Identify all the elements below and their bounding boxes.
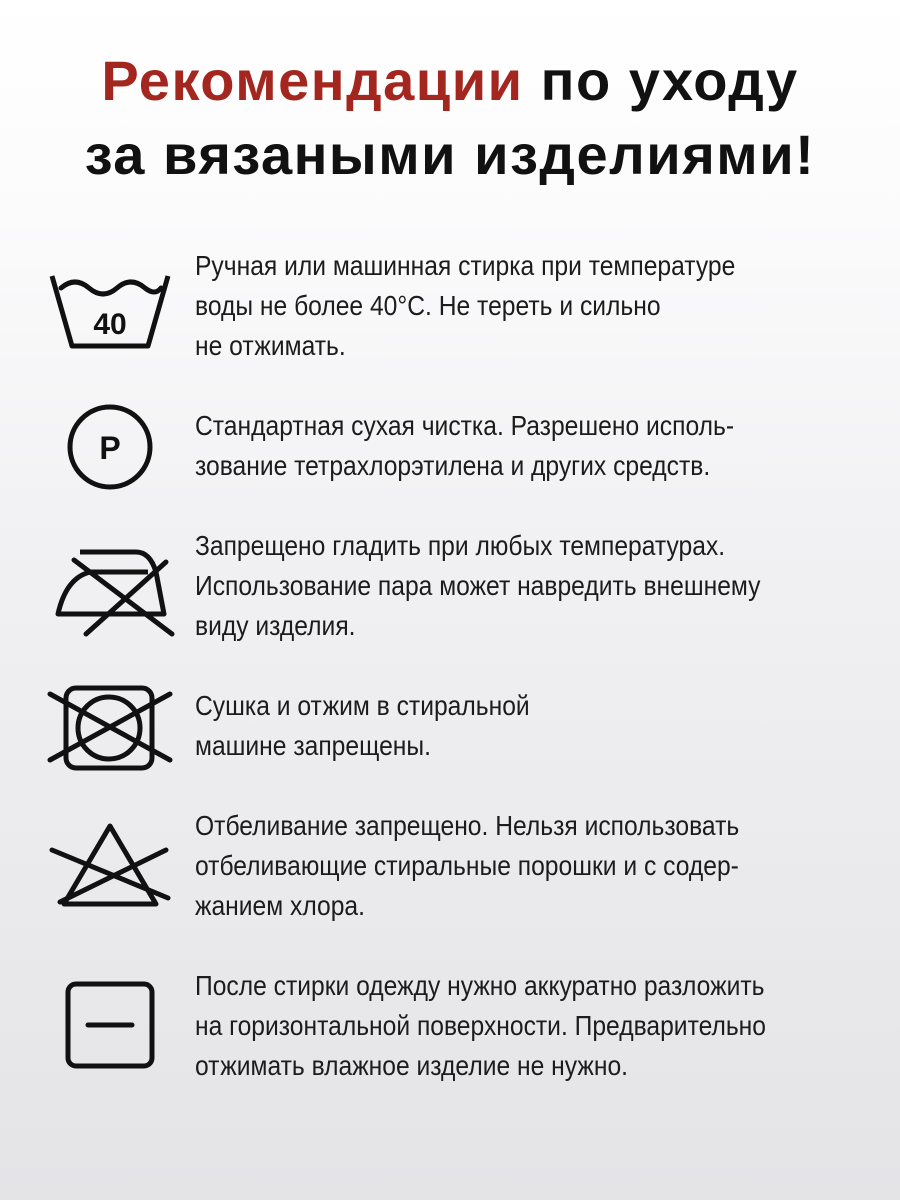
care-text-no-tumble-dry bbox=[195, 686, 802, 766]
text-line: не отжимать. bbox=[195, 330, 346, 361]
care-text-no-iron bbox=[195, 526, 802, 646]
text-line: Запрещено гладить при любых температурах. bbox=[195, 530, 726, 561]
text-line: отжимать влажное изделие не нужно. bbox=[195, 1050, 629, 1081]
care-text-no-bleach bbox=[195, 806, 802, 926]
no-iron-icon bbox=[44, 538, 176, 638]
text-line: Отбеливание запрещено. Нельзя использовать bbox=[195, 810, 740, 841]
care-text-wash bbox=[195, 246, 802, 366]
text-line: Использование пара может навредить внешнему bbox=[195, 570, 761, 601]
no-bleach-icon bbox=[44, 822, 176, 922]
care-text-dry-flat bbox=[195, 966, 802, 1086]
care-text-dry-clean bbox=[195, 406, 802, 486]
text-line: зование тетрахлорэтилена и других средств. bbox=[195, 450, 711, 481]
title-accent: Рекомендации bbox=[101, 49, 524, 112]
text-line: на горизонтальной поверхности. Предварительно bbox=[195, 1010, 766, 1041]
wash-temperature-label: 40 bbox=[93, 308, 127, 341]
title-line-1 bbox=[101, 49, 798, 112]
wash-40-icon bbox=[44, 264, 176, 364]
text-line: воды не более 40°С. Не тереть и сильно bbox=[195, 290, 661, 321]
text-line: Ручная или машинная стирка при температуре bbox=[195, 250, 736, 281]
title-rest: по уходу bbox=[523, 49, 799, 112]
text-line: Сушка и отжим в стиральной bbox=[195, 690, 530, 721]
text-line: машине запрещены. bbox=[195, 730, 431, 761]
title-line-2: за вязаными изделиями! bbox=[84, 123, 816, 186]
text-line: отбеливающие стиральные порошки и с содер- bbox=[195, 850, 739, 881]
no-tumble-dry-icon bbox=[44, 684, 176, 784]
text-line: виду изделия. bbox=[195, 610, 356, 641]
dry-clean-letter: P bbox=[99, 430, 121, 466]
text-line: жанием хлора. bbox=[195, 890, 365, 921]
page-title bbox=[0, 44, 900, 192]
dry-clean-p-icon bbox=[44, 404, 176, 504]
dry-flat-icon bbox=[44, 980, 176, 1080]
text-line: Стандартная сухая чистка. Разрешено исполь- bbox=[195, 410, 735, 441]
text-line: После стирки одежду нужно аккуратно разложить bbox=[195, 970, 765, 1001]
